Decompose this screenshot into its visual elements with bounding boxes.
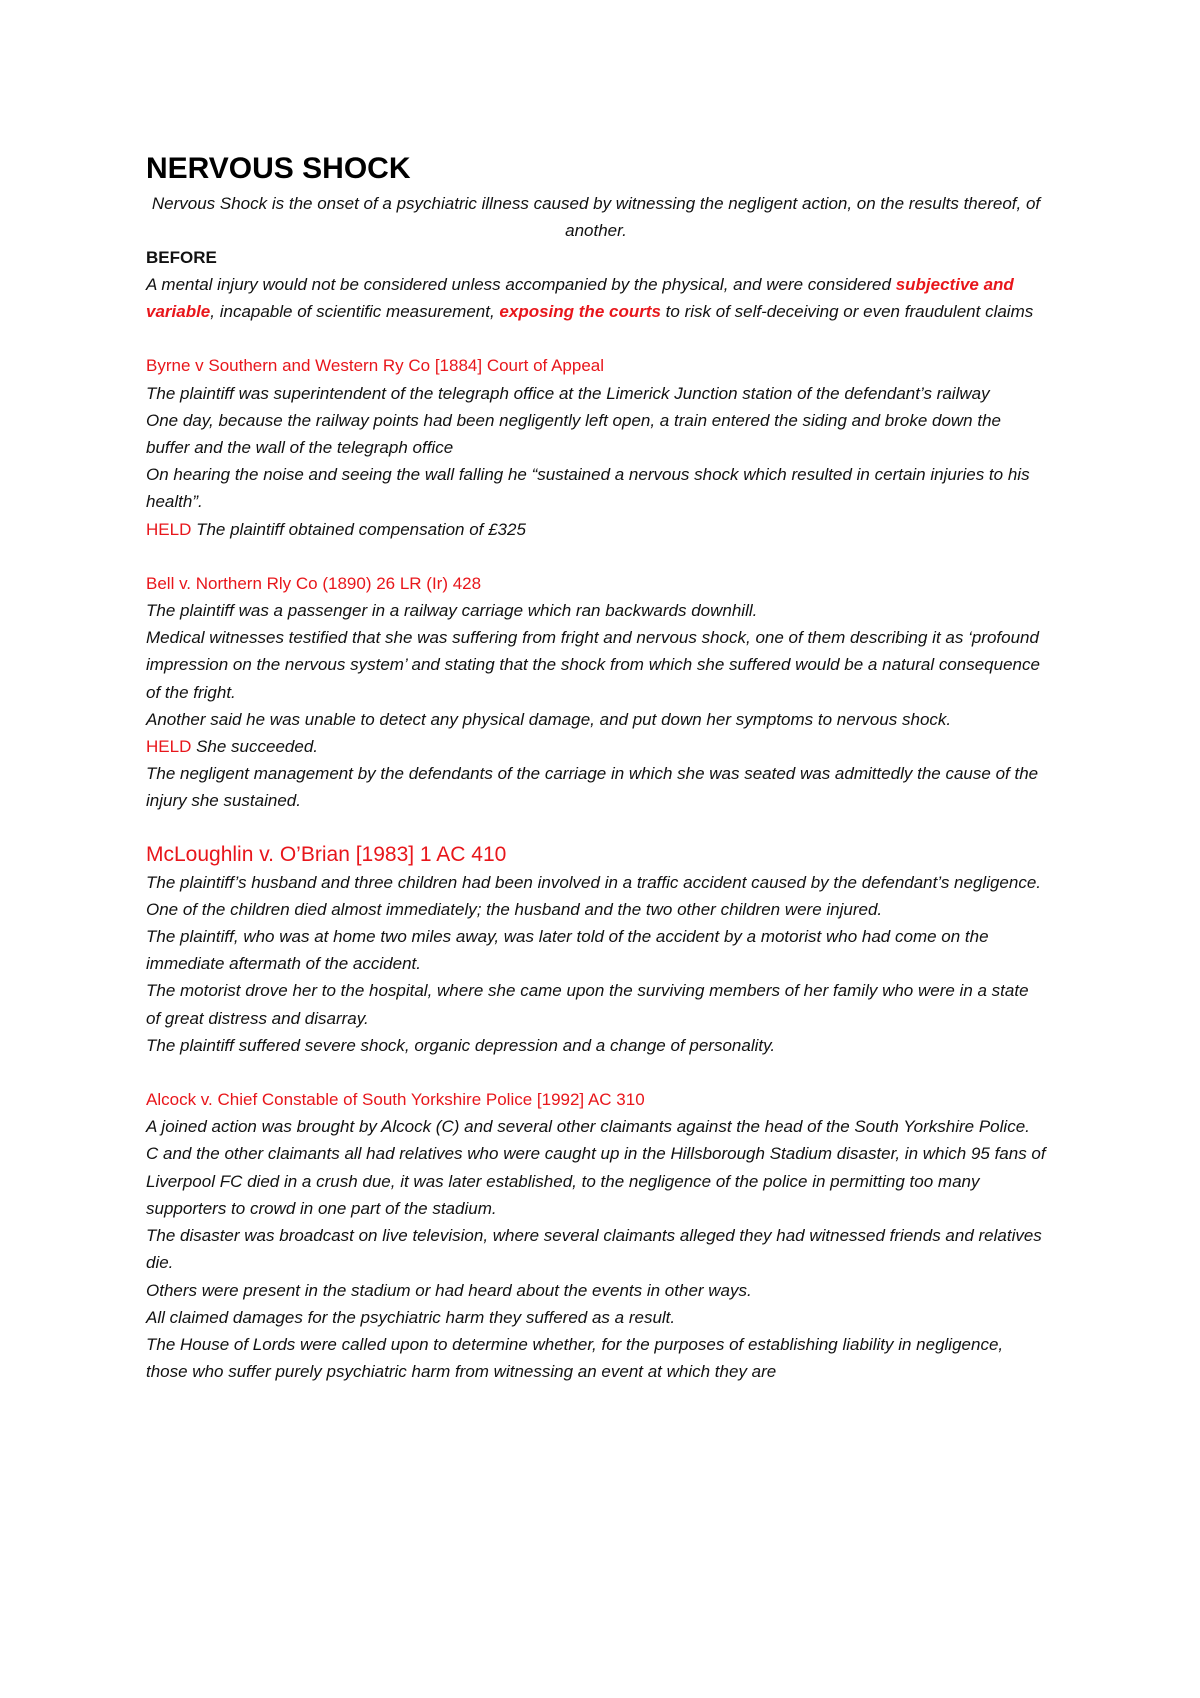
before-label: BEFORE: [146, 248, 217, 267]
held-line: HELD She succeeded.: [146, 737, 319, 757]
highlight-subjective: subjective and variable: [146, 275, 1014, 322]
case-paragraph: The negligent management by the defendants of the carriage in which she was seated was admittedly the cause of the injury she sustained.: [146, 764, 1039, 811]
case-paragraph: The House of Lords were called upon to determine whether, for the purposes of establishing liability in negligence, those who suffer purely psychiatric harm from witnessing an event at which they are: [146, 1334, 1004, 1382]
case-paragraph: Medical witnesses testified that she was suffering from fright and nervous shock, one of them describing it as ‘profound impression on the nervous system’ and stating that the shock from which she suffered would be a natural consequence of the fright.: [146, 628, 1040, 702]
case-paragraph: C and the other claimants all had relatives who were caught up in the Hillsborough Stadium disaster, in which 95 fans of Liverpool FC died in a crush due, it was later established, to the negligence of the police in permitting too many supporters to crowd in one part of the stadium.: [146, 1144, 1046, 1218]
case-paragraph: The motorist drove her to the hospital, where she came upon the surviving members of her family who were in a state of great distress and disarray.: [146, 981, 1029, 1028]
case-paragraph: All claimed damages for the psychiatric harm they suffered as a result.: [146, 1307, 676, 1327]
case-paragraph: Another said he was unable to detect any physical damage, and put down her symptoms to nervous shock.: [146, 709, 952, 729]
case-paragraph: One of the children died almost immediately; the husband and the two other children were injured.: [146, 899, 883, 919]
intro-definition: Nervous Shock is the onset of a psychiatric illness caused by witnessing the negligent action, on the results thereof, of another.: [151, 194, 1041, 240]
document-page: [146, 148, 1046, 1385]
case-heading: Byrne v Southern and Western Ry Co [1884] Court of Appeal: [146, 356, 605, 376]
highlight-exposing: exposing the courts: [499, 302, 661, 322]
case-paragraph: The plaintiff was superintendent of the telegraph office at the Limerick Junction station of the defendant’s railway: [146, 383, 990, 403]
case-paragraph: The plaintiff’s husband and three children had been involved in a traffic accident caused by the defendant’s negligence.: [146, 872, 1042, 892]
case-byrne: [146, 352, 1046, 542]
case-bell: [146, 570, 1046, 815]
case-paragraph: The plaintiff was a passenger in a railway carriage which ran backwards downhill.: [146, 601, 758, 621]
case-paragraph: On hearing the noise and seeing the wall falling he “sustained a nervous shock which resulted in certain injuries to his health”.: [146, 465, 1030, 512]
case-heading: Alcock v. Chief Constable of South Yorkshire Police [1992] AC 310: [146, 1090, 645, 1110]
case-paragraph: The disaster was broadcast on live television, where several claimants alleged they had witnessed friends and relatives die.: [146, 1226, 1042, 1273]
case-alcock: [146, 1086, 1046, 1385]
case-paragraph: A joined action was brought by Alcock (C) and several other claimants against the head of the South Yorkshire Police.: [146, 1117, 1030, 1137]
case-paragraph: Others were present in the stadium or had heard about the events in other ways.: [146, 1280, 752, 1300]
held-label: HELD: [146, 519, 192, 539]
before-paragraph: A mental injury would not be considered unless accompanied by the physical, and were considered subjective and variable, incapable of scientific measurement, exposing the courts to risk of self-deceiving or even fraudulent claims: [146, 275, 1034, 322]
held-label: HELD: [146, 737, 192, 757]
case-heading: Bell v. Northern Rly Co (1890) 26 LR (Ir) 428: [146, 573, 482, 593]
held-line: HELD The plaintiff obtained compensation of £325: [146, 519, 526, 539]
case-mcloughlin: [146, 841, 1046, 1059]
case-paragraph: The plaintiff, who was at home two miles away, was later told of the accident by a motorist who had come on the immediate aftermath of the accident.: [146, 927, 989, 974]
page-title: NERVOUS SHOCK: [146, 152, 411, 185]
case-paragraph: The plaintiff suffered severe shock, organic depression and a change of personality.: [146, 1035, 776, 1055]
case-heading: McLoughlin v. O’Brian [1983] 1 AC 410: [146, 842, 507, 866]
case-paragraph: One day, because the railway points had been negligently left open, a train entered the siding and broke down the buffer and the wall of the telegraph office: [146, 410, 1001, 458]
